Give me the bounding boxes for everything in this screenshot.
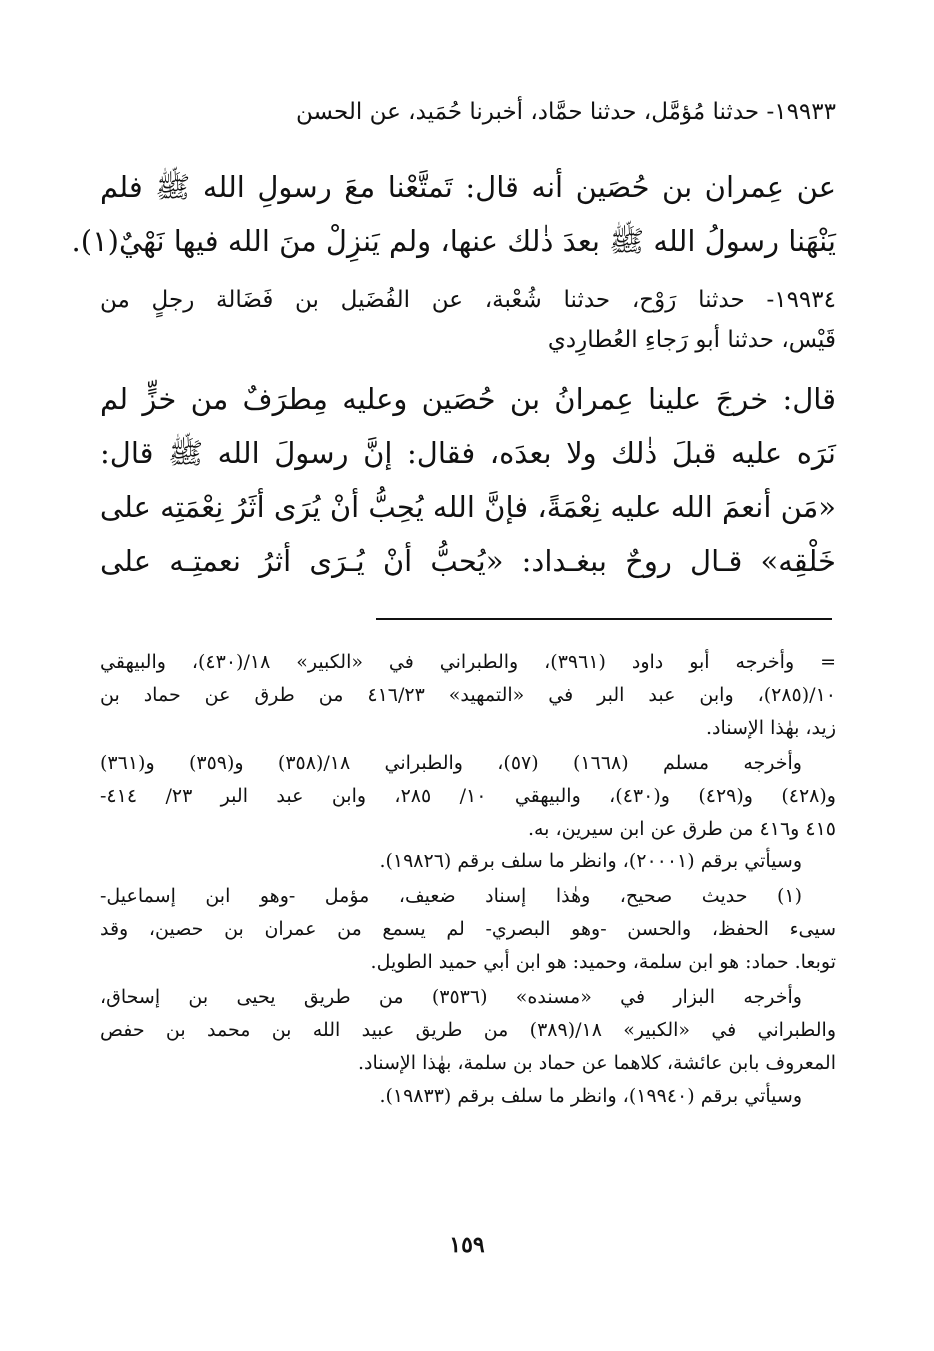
footnote-line: وسيأتي برقم (٢٠٠٠١)، وانظر ما سلف برقم (١٩٨٢٦). xyxy=(379,850,802,873)
hadith-19934-isnad xyxy=(100,280,836,360)
footnote-line: (١) حديث صحيح، وهٰذا إسناد ضعيف، مؤمل -وهو ابن إسماعيل- xyxy=(100,885,802,908)
footnote-1 xyxy=(100,880,836,979)
footnote-line: و(٤٢٨) و(٤٢٩) و(٤٣٠)، والبيهقي ١٠/ ٢٨٥، وابن عبد البر ٢٣/ ٤١٤- xyxy=(100,784,836,807)
matn-line: قال: خرجَ علينا عِمرانُ بن حُصَين وعليه مِطرَفٌ من خزٍّ لم xyxy=(100,382,836,416)
isnad-line: ١٩٩٣٣- حدثنا مُؤمَّل، حدثنا حمَّاد، أخبرنا حُمَيد، عن الحسن xyxy=(296,99,836,125)
hadith-19933-isnad xyxy=(100,92,836,132)
footnote-line: ١٠/(٢٨٥)، وابن عبد البر في «التمهيد» ٤١٦/٢٣ من طرق عن حماد بن xyxy=(100,683,837,706)
footnote-separator xyxy=(376,618,832,620)
footnote-line: توبعا. حماد: هو ابن سلمة، وحميد: هو ابن أبي حميد الطويل. xyxy=(370,951,836,974)
footnote-line: المعروف بابن عائشة، كلاهما عن حماد بن سلمة، بهٰذا الإسناد. xyxy=(357,1051,836,1074)
footnote-paragraph xyxy=(100,747,836,846)
matn-line: خَلْقِه» قـال روحٌ ببغـداد: «يُحبُّ أنْ يُـرَى أثرُ نعمتِـه على xyxy=(100,544,836,578)
footnote-line: وأخرجه البزار في «مسنده» (٣٥٣٦) من طريق يحيى بن إسحاق، xyxy=(100,986,802,1009)
matn-line: عن عِمران بن حُصَين أنه قال: تَمتَّعْنا معَ رسولِ الله ﷺ فلم xyxy=(100,170,836,204)
footnote-line: والطبراني في «الكبير» ١٨/(٣٨٩) من طريق عبيد الله بن محمد بن حفص xyxy=(100,1018,837,1041)
matn-line: يَنْهَنا رسولُ الله ﷺ بعدَ ذٰلك عنها، ولم يَنزِلْ منَ الله فيها نَهْيٌ(١). xyxy=(71,224,836,258)
matn-line: نَرَه عليه قبلَ ذٰلك ولا بعدَه، فقال: إنَّ رسولَ الله ﷺ قال: xyxy=(100,436,836,470)
footnote-line: سيىء الحفظ، والحسن -وهو البصري- لم يسمع من عمران بن حصين، وقد xyxy=(100,918,836,941)
footnote-line: وسيأتي برقم (١٩٩٤٠)، وانظر ما سلف برقم (١٩٨٣٣). xyxy=(379,1084,802,1107)
hadith-19934-matn xyxy=(100,372,836,588)
matn-line: «مَن أنعمَ الله عليه نِعْمَةً، فإنَّ الله يُحِبُّ أنْ يُرَى أثَرُ نِعْمَتِه على xyxy=(99,490,836,524)
page-number: ١٥٩ xyxy=(449,1232,485,1258)
footnotes xyxy=(100,646,836,1113)
footnote-line: ٤١٥ و٤١٦ من طرق عن ابن سيرين، به. xyxy=(527,817,836,840)
footnote-line: زيد، بهٰذا الإسناد. xyxy=(705,716,836,739)
footnote-line: وأخرجه مسلم (١٦٦٨) (٥٧)، والطبراني ١٨/(٣٥٨) و(٣٥٩) و(٣٦١) xyxy=(100,751,802,774)
footnote-paragraph xyxy=(100,646,836,745)
hadith-19933-matn xyxy=(71,160,836,268)
isnad-line: قَيْس، حدثنا أبو رَجاءِ العُطارِدي xyxy=(547,327,836,353)
footnote-paragraph xyxy=(100,1080,836,1113)
footnote-paragraph xyxy=(100,981,836,1080)
footnote-paragraph xyxy=(100,845,836,878)
footnote-line: = وأخرجه أبو داود (٣٩٦١)، والطبراني في «الكبير» ١٨/(٤٣٠)، والبيهقي xyxy=(100,651,836,673)
isnad-line: ١٩٩٣٤- حدثنا رَوْح، حدثنا شُعْبة، عن الفُضَيل بن فَضَالة رجلٍ من xyxy=(100,287,836,313)
